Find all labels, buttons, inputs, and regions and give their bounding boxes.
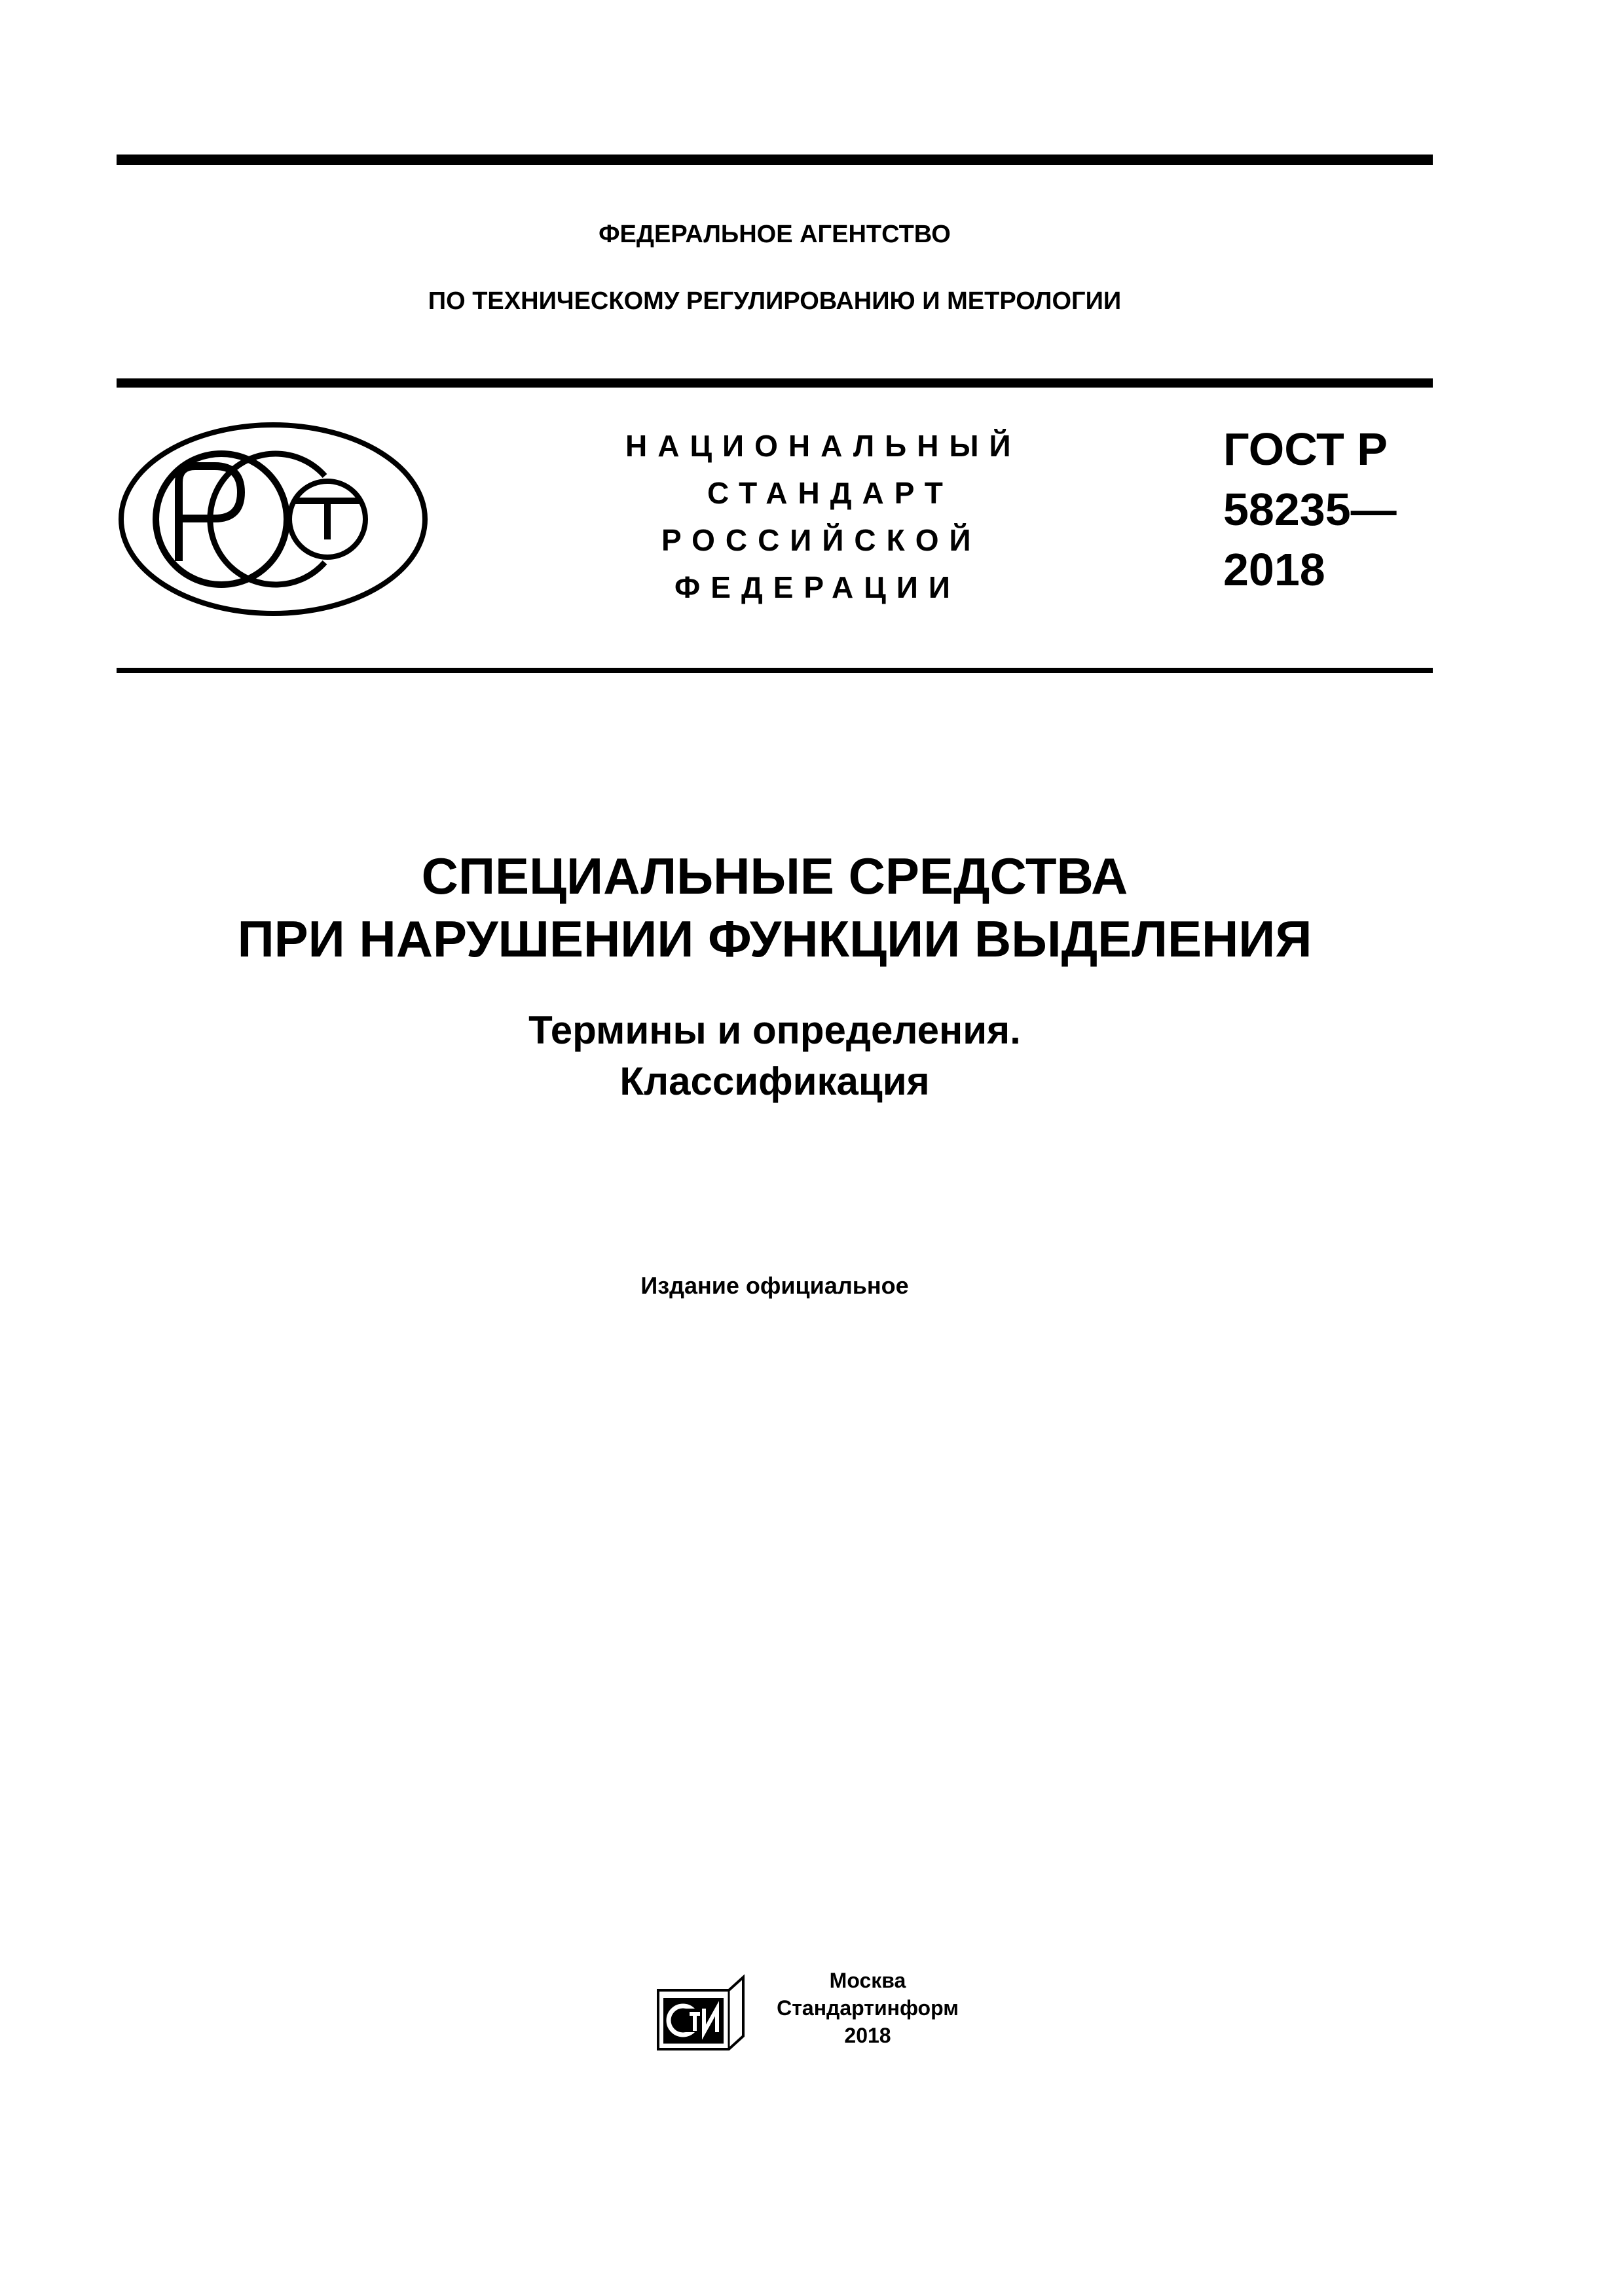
- bottom-rule: [117, 668, 1433, 673]
- national-line-4: ФЕДЕРАЦИИ: [674, 570, 961, 604]
- document-subtitle: [117, 1005, 1433, 1107]
- title-line-1: СПЕЦИАЛЬНЫЕ СРЕДСТВА: [421, 847, 1128, 905]
- designation-line-1: ГОСТ Р: [1223, 424, 1388, 475]
- subtitle-line-1: Термины и определения.: [528, 1008, 1021, 1052]
- edition-note: Издание официальное: [640, 1272, 909, 1299]
- agency-name-line-1: ФЕДЕРАЛЬНОЕ АГЕНТСТВО: [599, 221, 951, 248]
- rst-certification-mark-icon: [117, 420, 430, 618]
- subtitle-line-2: Классификация: [619, 1059, 930, 1103]
- standartinform-logo-icon: [652, 1971, 750, 2052]
- agency-name-line-2: ПО ТЕХНИЧЕСКОМУ РЕГУЛИРОВАНИЮ И МЕТРОЛОГИИ: [428, 287, 1122, 315]
- publication-year: 2018: [844, 2024, 891, 2047]
- national-line-2: СТАНДАРТ: [707, 476, 953, 510]
- middle-rule: [117, 378, 1433, 388]
- national-line-1: НАЦИОНАЛЬНЫЙ: [625, 429, 1022, 463]
- document-title: [117, 845, 1433, 970]
- designation-line-3: 2018: [1223, 544, 1325, 595]
- publisher-city: Москва: [829, 1969, 906, 1992]
- title-line-2: ПРИ НАРУШЕНИИ ФУНКЦИИ ВЫДЕЛЕНИЯ: [237, 910, 1312, 968]
- publisher-imprint: [760, 1967, 976, 2049]
- standard-designation: [1223, 419, 1397, 600]
- national-line-3: РОССИЙСКОЙ: [661, 523, 982, 557]
- national-standard-heading: [589, 422, 1113, 611]
- top-rule: [117, 155, 1433, 165]
- publisher-name: Стандартинформ: [777, 1996, 959, 2020]
- designation-line-2: 58235—: [1223, 484, 1397, 535]
